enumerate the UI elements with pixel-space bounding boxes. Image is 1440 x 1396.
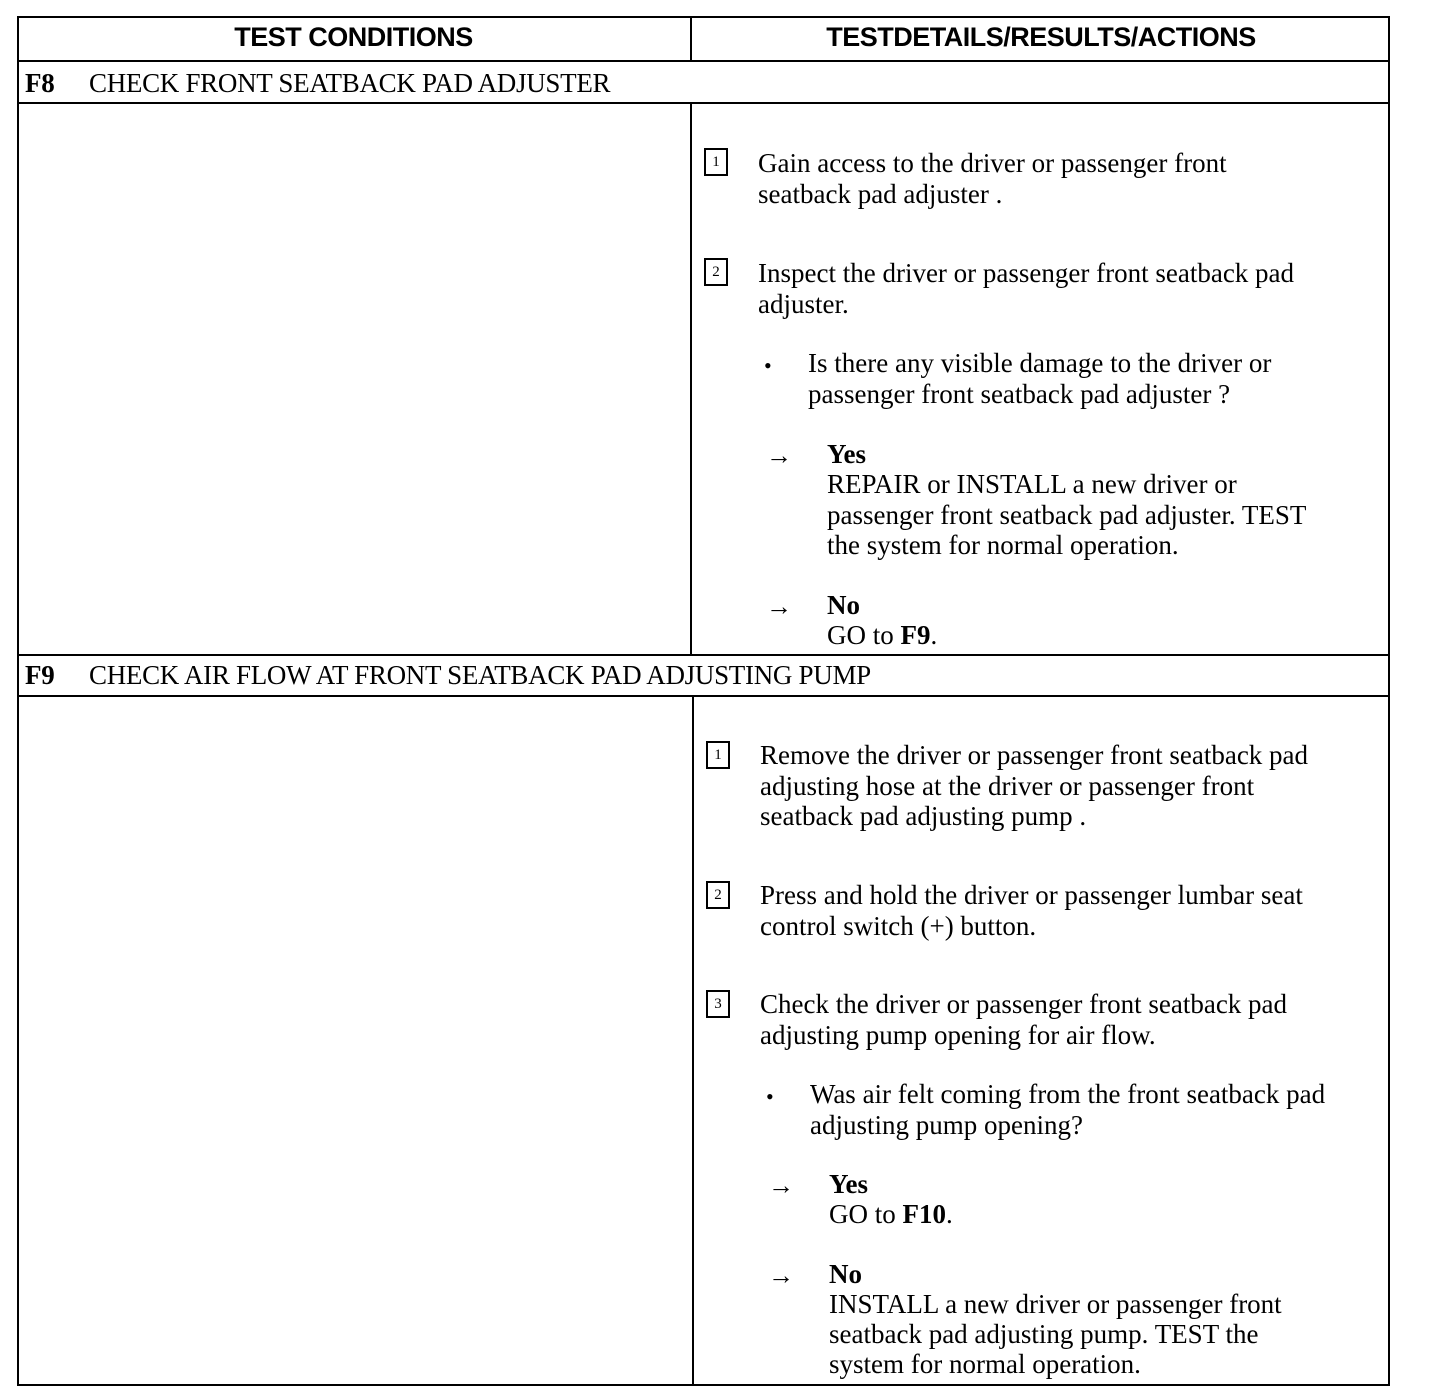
f8-step-2-line2: adjuster.: [758, 289, 849, 319]
f8-section-title: [25, 68, 610, 99]
f9-no-line1: INSTALL a new driver or passenger front: [829, 1289, 1282, 1319]
f9-step-3-line2: adjusting pump opening for air flow.: [760, 1020, 1156, 1050]
f9-no-arrow-icon: →: [768, 1261, 794, 1290]
f8-title-divider: [17, 102, 1390, 104]
f9-question-bullet: •: [766, 1084, 774, 1109]
f8-yes-line3: the system for normal operation.: [827, 530, 1179, 560]
f9-id: F9: [25, 660, 55, 690]
header-test-conditions: TEST CONDITIONS: [234, 22, 473, 52]
f8-step-1-line2: seatback pad adjuster .: [758, 179, 1003, 209]
f8-step-2-number: 2: [704, 258, 728, 286]
column-divider-f8: [690, 102, 692, 656]
f8-no-label: No: [827, 590, 860, 620]
f9-step-1-line1: Remove the driver or passenger front seatback pad: [760, 740, 1309, 770]
f9-step-2-line1: Press and hold the driver or passenger lumbar seat: [760, 880, 1303, 910]
f9-yes-label: Yes: [829, 1169, 868, 1199]
f8-question-bullet: •: [764, 353, 772, 378]
f9-yes-arrow-icon: →: [768, 1171, 794, 1200]
column-divider-f9: [692, 695, 694, 1386]
f8-no-action: [827, 620, 937, 651]
f9-step-1-number: 1: [706, 741, 730, 769]
f9-question-line1: Was air felt coming from the front seatback pad: [810, 1079, 1326, 1109]
f8-no-arrow-icon: →: [766, 592, 792, 621]
f9-step-1-line2: adjusting hose at the driver or passenger front: [760, 771, 1255, 801]
f9-yes-ref: F10: [902, 1199, 946, 1229]
f9-section-title: [25, 660, 871, 691]
f9-yes-suffix: .: [946, 1199, 953, 1229]
f8-step-1-line1: Gain access to the driver or passenger front: [758, 148, 1227, 178]
header-test-details: TESTDETAILS/RESULTS/ACTIONS: [826, 22, 1256, 52]
f9-question-line2: adjusting pump opening?: [810, 1110, 1083, 1140]
f8-step-1-number: 1: [704, 148, 728, 176]
f8-no-ref: F9: [900, 620, 931, 650]
f9-yes-prefix: GO to: [829, 1199, 903, 1229]
f8-no-suffix: .: [930, 620, 938, 650]
f8-yes-line2: passenger front seatback pad adjuster. TEST: [827, 500, 1307, 530]
f9-step-3-line1: Check the driver or passenger front seatback pad: [760, 989, 1288, 1019]
f8-title: CHECK FRONT SEATBACK PAD ADJUSTER: [89, 68, 611, 98]
f8-id: F8: [25, 68, 55, 98]
f9-step-2-number: 2: [706, 881, 730, 909]
f8-step-2-line1: Inspect the driver or passenger front seatback pad: [758, 258, 1295, 288]
f8-no-prefix: GO to: [827, 620, 901, 650]
f9-yes-action: [829, 1199, 953, 1230]
f9-step-3-number: 3: [706, 990, 730, 1018]
f9-top-divider: [17, 654, 1390, 656]
header-divider: [17, 60, 1390, 62]
f8-question-line2: passenger front seatback pad adjuster ?: [808, 379, 1231, 409]
f8-yes-line1: REPAIR or INSTALL a new driver or: [827, 469, 1237, 499]
f9-title: CHECK AIR FLOW AT FRONT SEATBACK PAD ADJUSTING PUMP: [89, 660, 871, 690]
f8-yes-arrow-icon: →: [766, 441, 792, 470]
f9-step-2-line2: control switch (+) button.: [760, 911, 1037, 941]
f9-title-divider: [17, 695, 1390, 697]
f8-question-line1: Is there any visible damage to the driver or: [808, 348, 1272, 378]
f9-step-1-line3: seatback pad adjusting pump .: [760, 801, 1087, 831]
f9-no-line2: seatback pad adjusting pump. TEST the: [829, 1319, 1259, 1349]
f8-yes-label: Yes: [827, 439, 866, 469]
f9-no-label: No: [829, 1259, 862, 1289]
test-table: [17, 16, 1390, 1386]
f9-no-line3: system for normal operation.: [829, 1349, 1141, 1379]
